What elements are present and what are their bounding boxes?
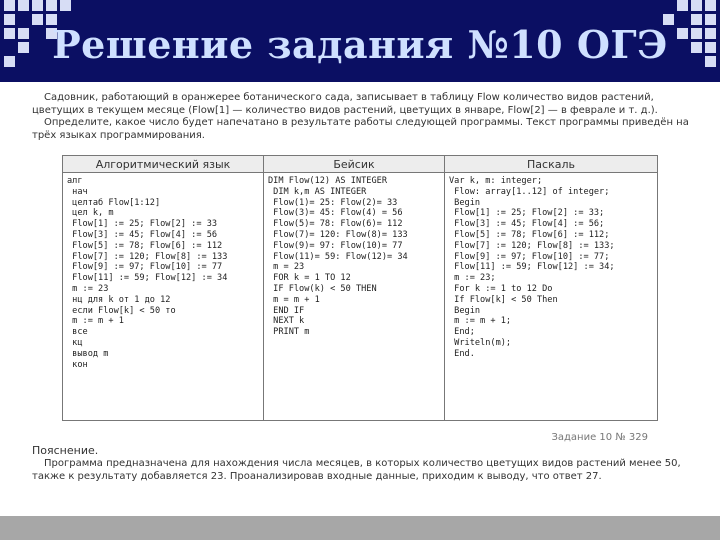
code-line: End. xyxy=(449,348,475,359)
code-line: End; xyxy=(449,327,475,338)
code-line: Flow[11] := 59; Flow[12] := 34; xyxy=(449,262,615,273)
code-line: Flow(3)= 45: Flow(4) = 56 xyxy=(268,208,403,219)
code-line: For k := 1 to 12 Do xyxy=(449,283,553,294)
code-line: вывод m xyxy=(67,348,109,359)
explanation-text: Программа предназначена для нахождения числа месяцев, в которых количество цветущих видов растений менее 50, также к результату добавляется 23. Проанализировав входные данные, приходим к выводу, что ответ 27. xyxy=(32,458,681,482)
code-line: алг xyxy=(67,176,83,186)
code-cell-algorithmic xyxy=(63,173,264,421)
task-description xyxy=(32,92,702,142)
code-line: Flow[11] := 59; Flow[12] := 34 xyxy=(67,273,228,284)
code-line: Flow[3] := 45; Flow[4] := 56; xyxy=(449,219,605,230)
code-line: все xyxy=(67,327,88,338)
code-line: If Flow[k] < 50 Then xyxy=(449,294,558,305)
code-line: кон xyxy=(67,359,88,370)
code-line: IF Flow(k) < 50 THEN xyxy=(268,283,377,294)
code-line: Flow: array[1..12] of integer; xyxy=(449,186,610,197)
column-header-pascal: Паскаль xyxy=(445,156,658,173)
code-line: Flow[9] := 97; Flow[10] := 77; xyxy=(449,251,610,262)
code-line: PRINT m xyxy=(268,327,310,338)
code-cell-basic xyxy=(264,173,445,421)
code-line: DIM k,m AS INTEGER xyxy=(268,186,367,197)
code-line: Begin xyxy=(449,305,481,316)
column-header-basic: Бейсик xyxy=(264,156,445,173)
code-line: m := m + 1; xyxy=(449,316,512,327)
code-line: Flow[1] := 25; Flow[2] := 33; xyxy=(449,208,605,219)
code-line: Flow(7)= 120: Flow(8)= 133 xyxy=(268,229,408,240)
code-line: NEXT k xyxy=(268,316,305,327)
code-line: m = m + 1 xyxy=(268,294,320,305)
code-line: Flow(5)= 78: Flow(6)= 112 xyxy=(268,219,403,230)
code-line: нц для k от 1 до 12 xyxy=(67,294,171,305)
code-line: Begin xyxy=(449,197,481,208)
code-line: цел k, m xyxy=(67,208,114,219)
code-line: Flow[3] := 45; Flow[4] := 56 xyxy=(67,229,218,240)
code-line: целтаб Flow[1:12] xyxy=(67,197,161,208)
code-line: FOR k = 1 TO 12 xyxy=(268,273,351,284)
code-cell-pascal xyxy=(445,173,658,421)
code-line: m := m + 1 xyxy=(67,316,124,327)
task-description-paragraph: Садовник, работающий в оранжерее ботанического сада, записывает в таблицу Flow количество видов растений, цветущих в текущем месяце (Flow[1] — количество видов растений, цветущих в январе, Flow[2] — в феврале и т. д.). xyxy=(32,92,658,116)
code-line: m := 23; xyxy=(449,273,496,284)
program-table xyxy=(62,155,658,421)
code-line: Flow[7] := 120; Flow[8] := 133; xyxy=(449,240,615,251)
code-line: Flow(1)= 25: Flow(2)= 33 xyxy=(268,197,398,208)
code-line: Writeln(m); xyxy=(449,337,512,348)
code-line: m := 23 xyxy=(67,283,109,294)
code-line: Flow[7] := 120; Flow[8] := 133 xyxy=(67,251,228,262)
code-line: END IF xyxy=(268,305,305,316)
slide-header xyxy=(0,0,720,82)
code-line: Flow[9] := 97; Flow[10] := 77 xyxy=(67,262,223,273)
code-line: DIM Flow(12) AS INTEGER xyxy=(268,176,387,186)
code-line: нач xyxy=(67,186,88,197)
column-header-algorithmic: Алгоритмический язык xyxy=(63,156,264,173)
code-line: кц xyxy=(67,337,83,348)
code-line: Flow[5] := 78; Flow[6] := 112; xyxy=(449,229,610,240)
code-line: Flow(11)= 59: Flow(12)= 34 xyxy=(268,251,408,262)
code-line: Flow[5] := 78; Flow[6] := 112 xyxy=(67,240,223,251)
code-line: m = 23 xyxy=(268,262,305,273)
code-line: Var k, m: integer; xyxy=(449,176,543,186)
slide-footer-bar xyxy=(0,516,720,540)
explanation-title: Пояснение. xyxy=(32,444,99,457)
task-description-paragraph: Определите, какое число будет напечатано в результате работы следующей программы. Текст программы приведён на трёх языках программирования. xyxy=(32,117,689,141)
code-line: если Flow[k] < 50 то xyxy=(67,305,176,316)
slide-title: Решение задания №10 ОГЭ xyxy=(52,22,668,67)
source-note: Задание 10 № 329 xyxy=(551,432,648,443)
code-line: Flow[1] := 25; Flow[2] := 33 xyxy=(67,219,218,230)
code-line: Flow(9)= 97: Flow(10)= 77 xyxy=(268,240,403,251)
